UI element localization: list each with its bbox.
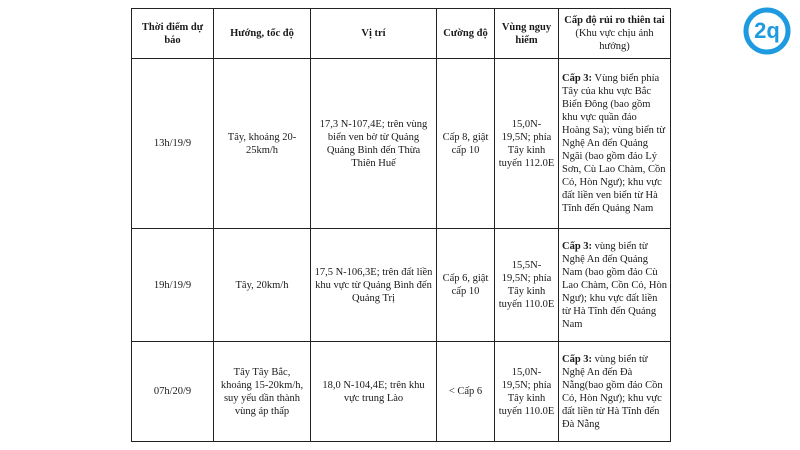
cell-danger-zone: 15,5N-19,5N; phía Tây kinh tuyến 110.0E (495, 229, 559, 342)
risk-level: Cấp 3: (562, 240, 593, 252)
brand-logo[interactable] (743, 7, 791, 55)
header-danger-zone: Vùng nguy hiểm (495, 9, 559, 59)
risk-level: Cấp 3: (562, 73, 593, 84)
cell-danger-zone: 15,0N-19,5N; phía Tây kinh tuyến 110.0E (495, 342, 559, 442)
cell-direction: Tây, 20km/h (214, 229, 311, 342)
table-row (132, 59, 671, 229)
header-risk-title: Cấp độ rủi ro thiên tai (564, 15, 665, 26)
cell-position: 17,3 N-107,4E; trên vùng biển ven bờ từ Quảng Quảng Bình đến Thừa Thiên Huế (311, 59, 437, 229)
cell-risk (559, 59, 671, 229)
cell-position: 17,5 N-106,3E; trên đất liền khu vực từ Quảng Bình đến Quảng Trị (311, 229, 437, 342)
header-position: Vị trí (311, 9, 437, 59)
cell-position: 18,0 N-104,4E; trên khu vực trung Lào (311, 342, 437, 442)
cell-direction: Tây Tây Bắc, khoảng 15-20km/h, suy yếu dần thành vùng áp thấp (214, 342, 311, 442)
table-header-row (132, 9, 671, 59)
header-time: Thời điểm dự báo (132, 9, 214, 59)
cell-time: 07h/20/9 (132, 342, 214, 442)
risk-level: Cấp 3: (562, 353, 593, 365)
logo-text: 2q (754, 18, 780, 43)
cell-danger-zone: 15,0N-19,5N; phía Tây kinh tuyến 112.0E (495, 59, 559, 229)
risk-area: vùng biển từ Nghệ An đến Đà Nẵng(bao gồm đảo Cồn Cỏ, Hòn Ngư); khu vực đất liền từ Hà Tĩnh đến Đà Nẵng (562, 353, 663, 430)
cell-intensity: Cấp 8, giật cấp 10 (437, 59, 495, 229)
storm-forecast-table (131, 8, 671, 442)
cell-time: 13h/19/9 (132, 59, 214, 229)
header-direction: Hướng, tốc độ (214, 9, 311, 59)
header-intensity: Cường độ (437, 9, 495, 59)
header-risk (559, 9, 671, 59)
risk-area: Vùng biển phía Tây của khu vực Bắc Biển Đông (bao gồm khu vực quần đảo Hoàng Sa); vùng biển từ Nghệ An đến Quảng Ngãi (bao gồm đảo Lý Sơn, Cù Lao Chàm, Cồn Cỏ, Hòn Ngư); khu vực đất liền ven biển từ Hà Tĩnh đến Quảng Nam (562, 73, 666, 214)
cell-direction: Tây, khoảng 20-25km/h (214, 59, 311, 229)
cell-risk (559, 342, 671, 442)
cell-intensity: < Cấp 6 (437, 342, 495, 442)
table-row (132, 229, 671, 342)
header-risk-sub: (Khu vực chịu ảnh hưởng) (575, 28, 654, 52)
risk-area: vùng biển từ Nghệ An đến Quảng Nam (bao gồm đảo Cù Lao Chàm, Cồn Cỏ, Hòn Ngư); khu vực đất liền từ Hà Tĩnh đến Quảng Nam (562, 240, 667, 330)
cell-risk (559, 229, 671, 342)
cell-intensity: Cấp 6, giật cấp 10 (437, 229, 495, 342)
table-row (132, 342, 671, 442)
cell-time: 19h/19/9 (132, 229, 214, 342)
